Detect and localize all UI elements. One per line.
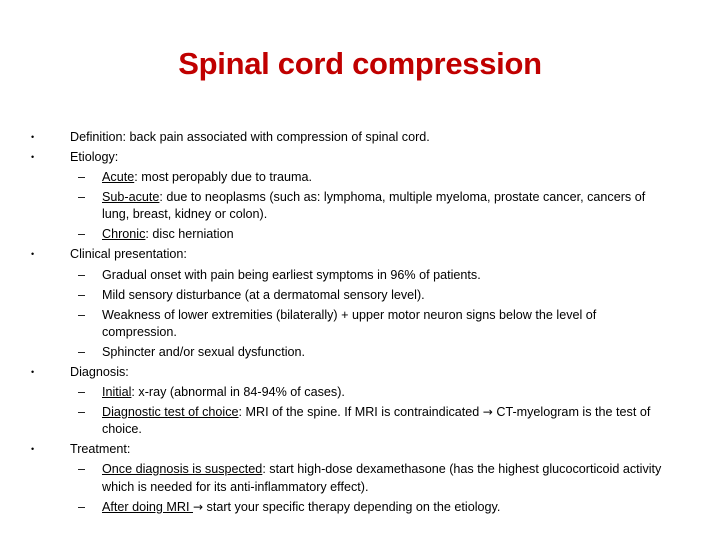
dash: – — [78, 385, 86, 399]
acute-text: : most peropably due to trauma. — [134, 170, 313, 184]
arrow-right-icon: → — [482, 405, 493, 419]
subacute-text-cont: lung, breast, kidney or colon). — [102, 207, 268, 221]
dash: – — [78, 345, 86, 359]
clinical-heading: Clinical presentation: — [70, 247, 187, 261]
initial-label: Initial — [102, 385, 132, 399]
bullet: • — [31, 444, 35, 454]
dash: – — [78, 227, 86, 241]
dash: – — [78, 405, 86, 419]
etiology-chronic — [102, 225, 234, 244]
initial-text: : x-ray (abnormal in 84-94% of cases). — [131, 385, 345, 399]
dtc-label: Diagnostic test of choice — [102, 405, 239, 419]
treatment-once — [102, 460, 661, 479]
definition-text: Definition: back pain associated with compression of spinal cord. — [70, 130, 430, 144]
treatment-heading: Treatment: — [70, 442, 131, 456]
dtc-text: : MRI of the spine. If MRI is contraindicated — [238, 405, 483, 419]
chronic-label: Chronic — [102, 227, 146, 241]
once-text-cont: which is needed for its anti-inflammatory effect). — [102, 480, 369, 494]
dash: – — [78, 268, 86, 282]
dtc-text-end: CT-myelogram is the test of — [492, 405, 651, 419]
subacute-text: : due to neoplasms (such as: lymphoma, multiple myeloma, prostate cancer, cancers of — [159, 190, 646, 204]
arrow-right-icon: → — [193, 500, 204, 514]
dash: – — [78, 500, 86, 514]
acute-label: Acute — [102, 170, 135, 184]
diagnosis-test-of-choice — [102, 403, 650, 422]
once-label: Once diagnosis is suspected — [102, 462, 263, 476]
clinical-item: Mild sensory disturbance (at a dermatomal sensory level). — [102, 288, 425, 302]
dtc-text-cont: choice. — [102, 422, 142, 436]
etiology-acute — [102, 168, 312, 187]
clinical-item-cont: compression. — [102, 325, 177, 339]
subacute-label: Sub-acute — [102, 190, 160, 204]
slide-title: Spinal cord compression — [178, 46, 542, 81]
etiology-heading: Etiology: — [70, 150, 119, 164]
after-text: start your specific therapy depending on the etiology. — [203, 500, 501, 514]
dash: – — [78, 308, 86, 322]
bullet: • — [31, 249, 35, 259]
once-text: : start high-dose dexamethasone (has the highest glucocorticoid activity — [262, 462, 662, 476]
bullet: • — [31, 152, 35, 162]
after-label: After doing MRI — [102, 500, 193, 514]
chronic-text: : disc herniation — [145, 227, 234, 241]
bullet: • — [31, 367, 35, 377]
dash: – — [78, 288, 86, 302]
clinical-item: Gradual onset with pain being earliest symptoms in 96% of patients. — [102, 268, 481, 282]
clinical-item: Sphincter and/or sexual dysfunction. — [102, 345, 306, 359]
diagnosis-heading: Diagnosis: — [70, 365, 129, 379]
clinical-item: Weakness of lower extremities (bilaterally) + upper motor neuron signs below the level of — [102, 308, 597, 322]
dash: – — [78, 190, 86, 204]
dash: – — [78, 170, 86, 184]
diagnosis-initial — [102, 383, 345, 402]
treatment-after — [102, 498, 500, 517]
dash: – — [78, 462, 86, 476]
bullet: • — [31, 132, 35, 142]
